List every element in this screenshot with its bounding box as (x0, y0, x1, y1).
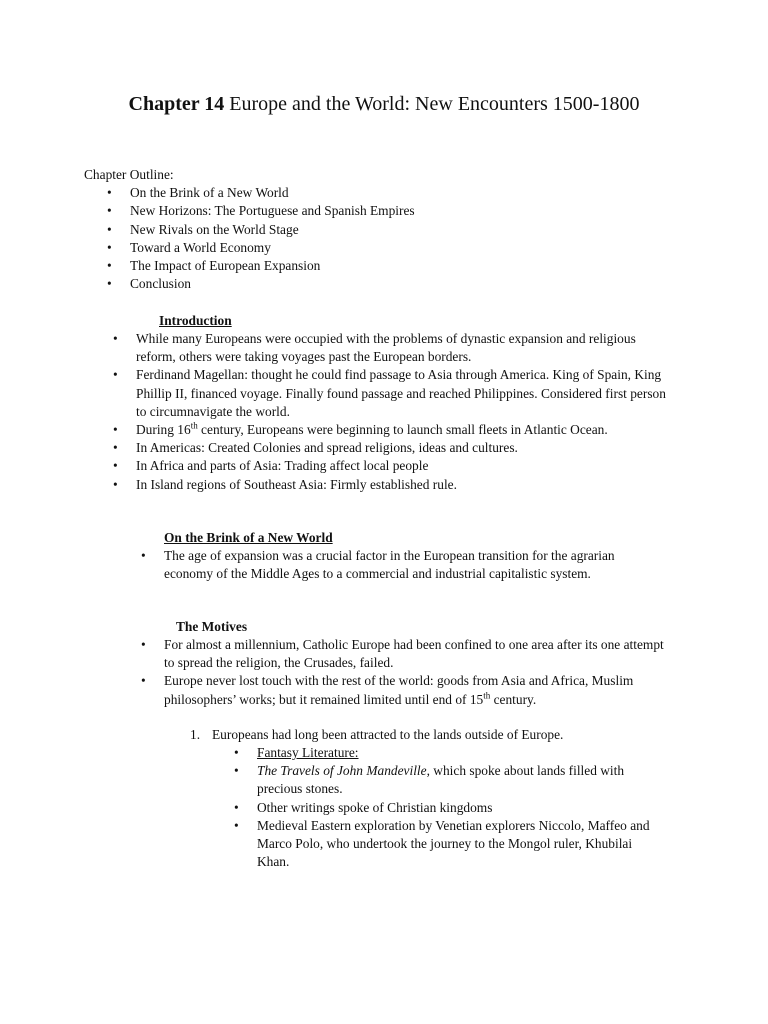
section-heading-introduction: Introduction (159, 313, 232, 328)
list-item: • In Island regions of Southeast Asia: Firmly established rule. (113, 476, 457, 492)
title-chapter-number: Chapter 14 (128, 93, 225, 115)
list-item: • During 16th century, Europeans were beginning to launch small fleets in Atlantic Ocean. (113, 420, 608, 438)
section-heading-motives: The Motives (176, 619, 248, 634)
chapter-outline (84, 166, 684, 293)
list-item: • The Travels of John Mandeville, which spoke about lands filled with precious stones. (234, 763, 625, 797)
title-text: Europe and the World: New Encounters 1500-1800 (224, 93, 640, 115)
list-item: • Ferdinand Magellan: thought he could find passage to Asia through America. King of Spain, King Phillip II, financed voyage. Finally found passage and reached Philippines. Considered first person to circumnavigate the world. (113, 367, 666, 419)
list-item: • Other writings spoke of Christian kingdoms (234, 799, 493, 815)
list-item: • In Africa and parts of Asia: Trading affect local people (113, 458, 429, 474)
list-item: • Fantasy Literature: (234, 745, 359, 760)
list-item: • New Horizons: The Portuguese and Spanish Empires (107, 203, 415, 219)
motives-sublist (234, 744, 667, 871)
list-item: • New Rivals on the World Stage (107, 221, 299, 237)
list-item: • Medieval Eastern exploration by Venetian explorers Niccolo, Maffeo and Marco Polo, who undertook the journey to the Mongol ruler, Khubilai Khan. (234, 817, 650, 870)
motives-list (141, 636, 664, 709)
introduction-list (113, 330, 666, 494)
list-item: • For almost a millennium, Catholic Europe had been confined to one area after its one attempt to spread the religion, the Crusades, failed. (141, 637, 664, 671)
page-title (100, 90, 668, 118)
outline-list (107, 184, 684, 293)
list-item: • On the Brink of a New World (107, 185, 289, 201)
numbered-item-1 (190, 726, 672, 744)
list-item: • Conclusion (107, 276, 192, 292)
introduction-section (113, 330, 666, 494)
numbered-item-text: Europeans had long been attracted to the lands outside of Europe. (212, 727, 564, 742)
list-item: • While many Europeans were occupied with the problems of dynastic expansion and religious reform, others were taking voyages past the European borders. (113, 331, 636, 365)
list-item: • In Americas: Created Colonies and spread religions, ideas and cultures. (113, 440, 518, 456)
list-item: • The Impact of European Expansion (107, 258, 321, 274)
outline-label: Chapter Outline: (84, 167, 174, 182)
motives-section (141, 636, 664, 709)
brink-list (141, 547, 659, 583)
brink-section (141, 547, 659, 583)
list-number: 1. (190, 727, 201, 742)
list-item: • Toward a World Economy (107, 239, 271, 255)
motives-sublist-section (234, 744, 667, 871)
section-heading-brink: On the Brink of a New World (164, 530, 333, 545)
list-item: • The age of expansion was a crucial factor in the European transition for the agrarian economy of the Middle Ages to a commercial and industrial capitalistic system. (141, 548, 615, 582)
list-item: • Europe never lost touch with the rest of the world: goods from Asia and Africa, Muslim philosophers’ works; but it remained limited until end of 15th century. (141, 673, 634, 707)
